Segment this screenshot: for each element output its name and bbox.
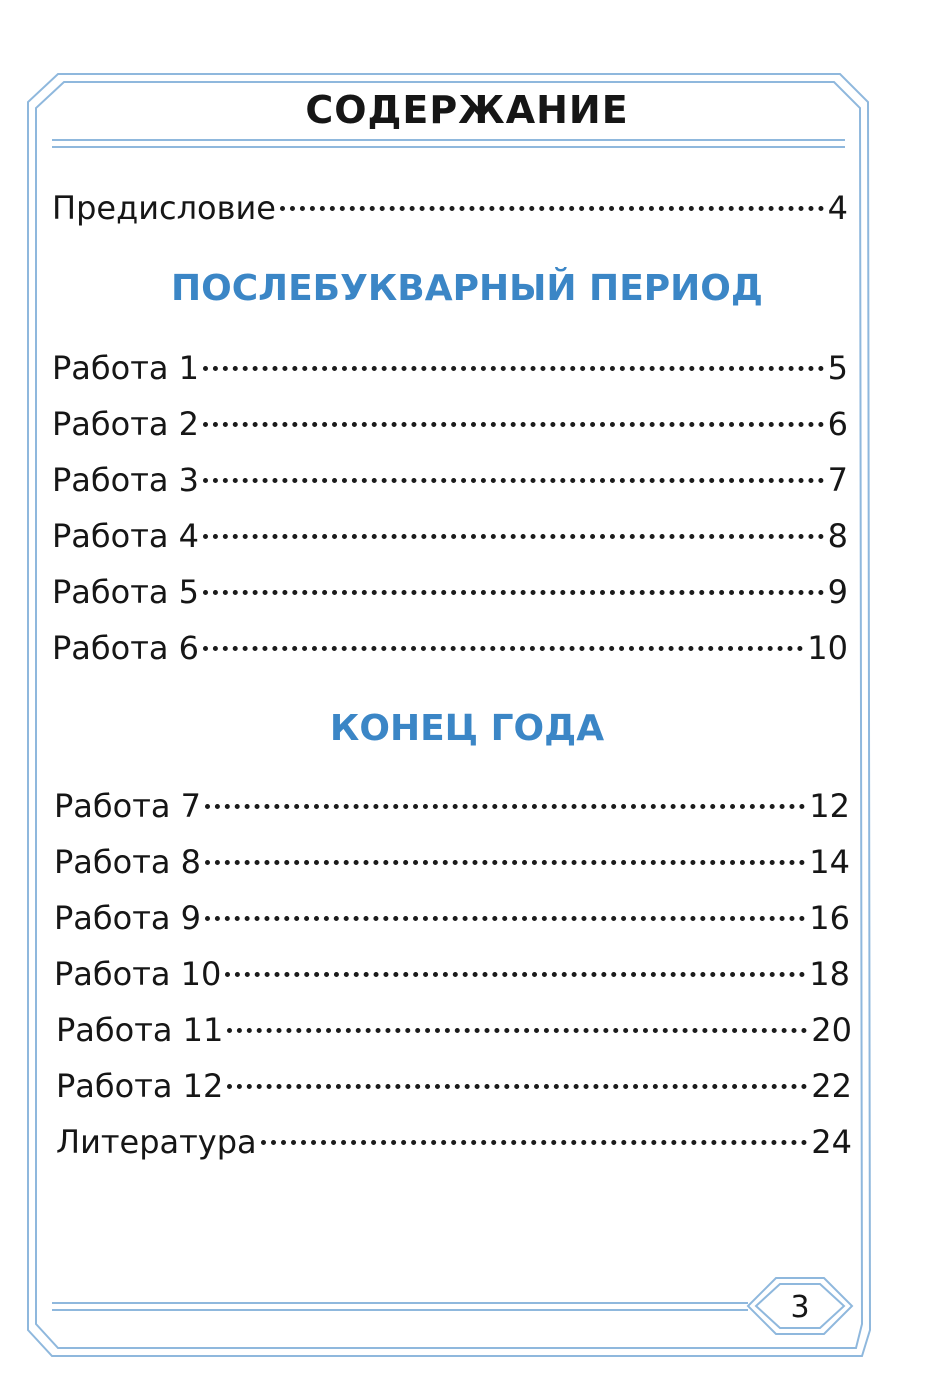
toc-item	[52, 402, 848, 446]
toc-dot-leader	[203, 646, 803, 651]
toc-item-page: 7	[827, 461, 848, 499]
toc-dot-leader	[227, 1028, 807, 1033]
toc-item-label: Работа 6	[52, 629, 199, 667]
toc-dot-leader	[227, 1084, 807, 1089]
toc-item	[52, 626, 848, 670]
toc-item	[52, 570, 848, 614]
toc-item	[52, 514, 848, 558]
toc-item-label: Литература	[56, 1123, 257, 1161]
toc-item	[52, 346, 848, 390]
toc-item-page: 22	[811, 1067, 852, 1105]
toc-item	[56, 1064, 852, 1108]
page-number: 3	[790, 1290, 810, 1325]
toc-dot-leader	[261, 1140, 808, 1145]
toc-item-label: Работа 2	[52, 405, 199, 443]
toc-dot-leader	[203, 590, 824, 595]
toc-item-label: Предисловие	[52, 189, 276, 227]
toc-item-label: Работа 12	[56, 1067, 224, 1105]
toc-dot-leader	[205, 916, 805, 921]
toc-item-page: 5	[827, 349, 848, 387]
toc-item-label: Работа 9	[54, 899, 201, 937]
toc-dot-leader	[280, 206, 824, 211]
toc-dot-leader	[225, 972, 805, 977]
toc-item-page: 24	[811, 1123, 852, 1161]
section-heading: ПОСЛЕБУКВАРНЫЙ ПЕРИОД	[171, 268, 763, 309]
page-title: СОДЕРЖАНИЕ	[305, 88, 629, 132]
toc-item-literature	[56, 1120, 852, 1164]
toc-item-page: 20	[811, 1011, 852, 1049]
toc-item-page: 18	[809, 955, 850, 993]
toc-item-label: Работа 10	[54, 955, 222, 993]
toc-item	[54, 952, 850, 996]
toc-item	[52, 458, 848, 502]
toc-dot-leader	[203, 534, 824, 539]
toc-item-label: Работа 4	[52, 517, 199, 555]
toc-item-page: 16	[809, 899, 850, 937]
toc-dot-leader	[205, 804, 805, 809]
section-heading: КОНЕЦ ГОДА	[329, 708, 605, 749]
toc-item	[54, 784, 850, 828]
toc-item-page: 8	[827, 517, 848, 555]
toc-item-label: Работа 11	[56, 1011, 224, 1049]
toc-item	[56, 1008, 852, 1052]
toc-dot-leader	[203, 366, 824, 371]
toc-item-label: Работа 7	[54, 787, 201, 825]
toc-item	[54, 840, 850, 884]
toc-item-page: 12	[809, 787, 850, 825]
toc-item-preface	[52, 186, 848, 230]
toc-item-page: 4	[827, 189, 848, 227]
toc-item-label: Работа 1	[52, 349, 199, 387]
toc-item	[54, 896, 850, 940]
toc-item-page: 9	[827, 573, 848, 611]
toc-item-label: Работа 5	[52, 573, 199, 611]
toc-item-label: Работа 3	[52, 461, 199, 499]
toc-item-page: 6	[827, 405, 848, 443]
toc-item-page: 10	[807, 629, 848, 667]
toc-dot-leader	[205, 860, 805, 865]
toc-item-page: 14	[809, 843, 850, 881]
toc-dot-leader	[203, 422, 824, 427]
toc-item-label: Работа 8	[54, 843, 201, 881]
toc-dot-leader	[203, 478, 824, 483]
